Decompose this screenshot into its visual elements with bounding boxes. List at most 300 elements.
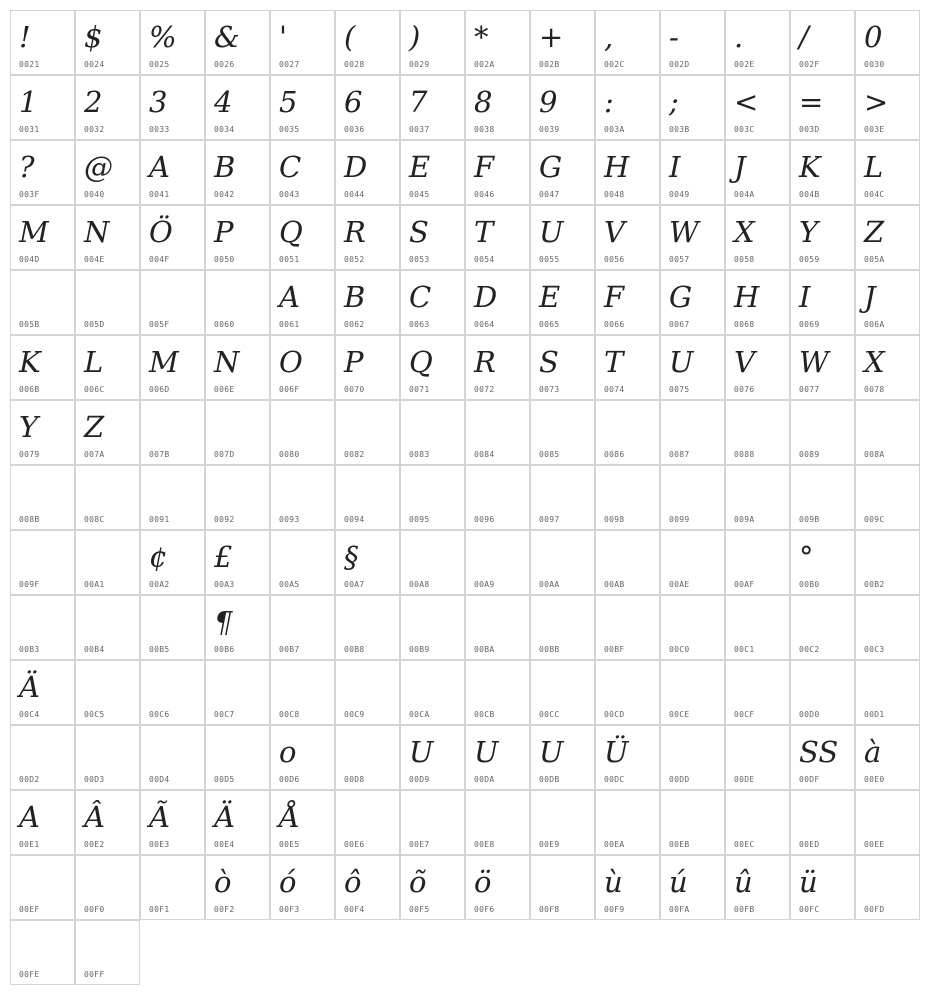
glyph-sample: SS: [799, 735, 839, 769]
codepoint-label: 00F8: [539, 905, 560, 914]
glyph-cell: [270, 400, 335, 465]
glyph-cell: [10, 75, 75, 140]
codepoint-label: 00A1: [84, 580, 105, 589]
glyph-cell: [140, 725, 205, 790]
glyph-sample: C: [279, 150, 302, 184]
glyph-sample: S: [539, 345, 559, 379]
codepoint-label: 00DC: [604, 775, 625, 784]
codepoint-label: 0077: [799, 385, 820, 394]
glyph-cell: [660, 725, 725, 790]
glyph-sample: Q: [409, 345, 433, 379]
glyph-sample: 6: [344, 85, 363, 119]
glyph-cell: [75, 75, 140, 140]
glyph-cell: [10, 400, 75, 465]
glyph-cell: [790, 660, 855, 725]
codepoint-label: 00E8: [474, 840, 495, 849]
codepoint-label: 003D: [799, 125, 820, 134]
glyph-cell: [790, 335, 855, 400]
glyph-sample: 4: [214, 85, 233, 119]
glyph-sample: (: [344, 20, 356, 54]
glyph-sample: U: [474, 735, 499, 769]
codepoint-label: 0036: [344, 125, 365, 134]
glyph-cell: [725, 140, 790, 205]
glyph-cell: [10, 790, 75, 855]
codepoint-label: 0064: [474, 320, 495, 329]
codepoint-label: 002C: [604, 60, 625, 69]
glyph-cell: [75, 725, 140, 790]
codepoint-label: 005A: [864, 255, 885, 264]
codepoint-label: 0093: [279, 515, 300, 524]
glyph-cell: [790, 10, 855, 75]
glyph-cell: [75, 465, 140, 530]
glyph-cell: [725, 400, 790, 465]
glyph-cell: [725, 465, 790, 530]
codepoint-label: 00B7: [279, 645, 300, 654]
glyph-cell: [10, 530, 75, 595]
codepoint-label: 00DD: [669, 775, 690, 784]
codepoint-label: 00EB: [669, 840, 690, 849]
codepoint-label: 0041: [149, 190, 170, 199]
codepoint-label: 0051: [279, 255, 300, 264]
glyph-cell: [400, 790, 465, 855]
glyph-sample: G: [539, 150, 563, 184]
glyph-cell: [400, 205, 465, 270]
glyph-cell: [400, 855, 465, 920]
glyph-cell: [660, 790, 725, 855]
glyph-sample: Ö: [149, 215, 173, 249]
glyph-cell: [10, 335, 75, 400]
glyph-cell: [335, 400, 400, 465]
codepoint-label: 002F: [799, 60, 820, 69]
glyph-sample: F: [474, 150, 495, 184]
codepoint-label: 009B: [799, 515, 820, 524]
codepoint-label: 0038: [474, 125, 495, 134]
glyph-cell: [205, 465, 270, 530]
glyph-cell: [75, 855, 140, 920]
glyph-cell: [205, 725, 270, 790]
glyph-cell: [790, 205, 855, 270]
glyph-sample: >: [864, 85, 889, 119]
codepoint-label: 00F5: [409, 905, 430, 914]
glyph-sample: ): [409, 20, 421, 54]
glyph-cell: [205, 205, 270, 270]
codepoint-label: 0063: [409, 320, 430, 329]
codepoint-label: 008C: [84, 515, 105, 524]
glyph-cell: [140, 270, 205, 335]
codepoint-label: 0055: [539, 255, 560, 264]
glyph-sample: ò: [214, 865, 232, 899]
glyph-cell: [595, 335, 660, 400]
glyph-sample: ü: [799, 865, 818, 899]
glyph-sample: /: [799, 20, 809, 54]
glyph-cell: [790, 270, 855, 335]
glyph-sample: Y: [799, 215, 819, 249]
glyph-cell: [10, 10, 75, 75]
codepoint-label: 0085: [539, 450, 560, 459]
glyph-sample: D: [474, 280, 498, 314]
codepoint-label: 0065: [539, 320, 560, 329]
glyph-cell: [465, 790, 530, 855]
codepoint-label: 006A: [864, 320, 885, 329]
glyph-cell: [595, 855, 660, 920]
glyph-cell: [790, 465, 855, 530]
codepoint-label: 0075: [669, 385, 690, 394]
glyph-cell: [400, 140, 465, 205]
glyph-cell: [465, 725, 530, 790]
codepoint-label: 0083: [409, 450, 430, 459]
glyph-sample: Å: [279, 800, 300, 834]
codepoint-label: 0059: [799, 255, 820, 264]
codepoint-label: 00ED: [799, 840, 820, 849]
codepoint-label: 004C: [864, 190, 885, 199]
codepoint-label: 007B: [149, 450, 170, 459]
glyph-sample: E: [539, 280, 561, 314]
codepoint-label: 00D1: [864, 710, 885, 719]
glyph-sample: E: [409, 150, 431, 184]
codepoint-label: 00CE: [669, 710, 690, 719]
codepoint-label: 0028: [344, 60, 365, 69]
codepoint-label: 004B: [799, 190, 820, 199]
glyph-sample: û: [734, 865, 753, 899]
codepoint-label: 0030: [864, 60, 885, 69]
glyph-sample: õ: [409, 865, 427, 899]
glyph-cell: [335, 465, 400, 530]
glyph-sample: B: [344, 280, 366, 314]
glyph-cell: [595, 530, 660, 595]
codepoint-label: 0071: [409, 385, 430, 394]
glyph-cell: [270, 10, 335, 75]
codepoint-label: 0045: [409, 190, 430, 199]
glyph-cell: [335, 10, 400, 75]
codepoint-label: 005F: [149, 320, 170, 329]
glyph-cell: [790, 400, 855, 465]
glyph-sample: C: [409, 280, 432, 314]
glyph-sample: X: [734, 215, 755, 249]
codepoint-label: 0087: [669, 450, 690, 459]
codepoint-label: 00F1: [149, 905, 170, 914]
glyph-cell: [140, 205, 205, 270]
glyph-sample: 2: [84, 85, 103, 119]
glyph-sample: F: [604, 280, 625, 314]
glyph-cell: [465, 75, 530, 140]
glyph-sample: $: [84, 20, 103, 54]
codepoint-label: 00CA: [409, 710, 430, 719]
glyph-sample: M: [149, 345, 179, 379]
glyph-cell: [660, 660, 725, 725]
codepoint-label: 00CB: [474, 710, 495, 719]
codepoint-label: 00DE: [734, 775, 755, 784]
glyph-cell: [530, 530, 595, 595]
codepoint-label: 0029: [409, 60, 430, 69]
glyph-cell: [75, 10, 140, 75]
glyph-sample: R: [344, 215, 366, 249]
codepoint-label: 00AB: [604, 580, 625, 589]
codepoint-label: 009A: [734, 515, 755, 524]
glyph-cell: [335, 530, 400, 595]
codepoint-label: 0076: [734, 385, 755, 394]
glyph-cell: [10, 140, 75, 205]
glyph-cell: [75, 140, 140, 205]
glyph-cell: [530, 270, 595, 335]
codepoint-label: 003C: [734, 125, 755, 134]
glyph-cell: [725, 790, 790, 855]
codepoint-label: 009C: [864, 515, 885, 524]
codepoint-label: 006B: [19, 385, 40, 394]
glyph-cell: [400, 725, 465, 790]
glyph-cell: [205, 10, 270, 75]
glyph-cell: [335, 855, 400, 920]
codepoint-label: 0024: [84, 60, 105, 69]
glyph-cell: [270, 140, 335, 205]
glyph-sample: B: [214, 150, 236, 184]
glyph-cell: [335, 205, 400, 270]
glyph-sample: £: [214, 540, 233, 574]
codepoint-label: 0066: [604, 320, 625, 329]
glyph-cell: [595, 465, 660, 530]
codepoint-label: 004A: [734, 190, 755, 199]
glyph-sample: Â: [84, 800, 105, 834]
glyph-sample: N: [84, 215, 110, 249]
glyph-cell: [10, 465, 75, 530]
codepoint-label: 0098: [604, 515, 625, 524]
glyph-sample: ': [279, 20, 287, 54]
glyph-cell: [335, 270, 400, 335]
glyph-cell: [790, 75, 855, 140]
glyph-cell: [400, 530, 465, 595]
codepoint-label: 00C3: [864, 645, 885, 654]
codepoint-label: 00A7: [344, 580, 365, 589]
codepoint-label: 0094: [344, 515, 365, 524]
glyph-cell: [725, 205, 790, 270]
codepoint-label: 0054: [474, 255, 495, 264]
glyph-cell: [465, 660, 530, 725]
codepoint-label: 00E3: [149, 840, 170, 849]
codepoint-label: 00D2: [19, 775, 40, 784]
glyph-cell: [725, 10, 790, 75]
codepoint-label: 00B4: [84, 645, 105, 654]
codepoint-label: 0027: [279, 60, 300, 69]
glyph-sample: Z: [864, 215, 885, 249]
codepoint-label: 00C1: [734, 645, 755, 654]
codepoint-label: 002B: [539, 60, 560, 69]
glyph-cell: [855, 595, 920, 660]
codepoint-label: 00DF: [799, 775, 820, 784]
codepoint-label: 00BF: [604, 645, 625, 654]
codepoint-label: 00BA: [474, 645, 495, 654]
glyph-sample: .: [734, 20, 744, 54]
glyph-cell: [140, 660, 205, 725]
codepoint-label: 00C7: [214, 710, 235, 719]
glyph-cell: [855, 855, 920, 920]
glyph-cell: [400, 270, 465, 335]
glyph-cell: [270, 530, 335, 595]
glyph-sample: ¢: [149, 540, 168, 574]
codepoint-label: 006F: [279, 385, 300, 394]
glyph-cell: [10, 270, 75, 335]
glyph-sample: D: [344, 150, 368, 184]
codepoint-label: 0025: [149, 60, 170, 69]
glyph-cell: [660, 270, 725, 335]
codepoint-label: 0099: [669, 515, 690, 524]
codepoint-label: 00CD: [604, 710, 625, 719]
glyph-cell: [205, 595, 270, 660]
glyph-cell: [75, 335, 140, 400]
glyph-sample: §: [344, 540, 359, 574]
codepoint-label: 0089: [799, 450, 820, 459]
glyph-sample: A: [279, 280, 300, 314]
codepoint-label: 00C9: [344, 710, 365, 719]
codepoint-label: 0056: [604, 255, 625, 264]
glyph-sample: ô: [344, 865, 362, 899]
glyph-cell: [140, 790, 205, 855]
codepoint-label: 00FE: [19, 970, 40, 979]
glyph-cell: [465, 595, 530, 660]
glyph-cell: [75, 270, 140, 335]
codepoint-label: 00DA: [474, 775, 495, 784]
glyph-cell: [725, 855, 790, 920]
glyph-cell: [660, 855, 725, 920]
codepoint-label: 0031: [19, 125, 40, 134]
codepoint-label: 0042: [214, 190, 235, 199]
codepoint-label: 00E9: [539, 840, 560, 849]
codepoint-label: 00FF: [84, 970, 105, 979]
glyph-cell: [400, 660, 465, 725]
glyph-cell: [75, 530, 140, 595]
codepoint-label: 0044: [344, 190, 365, 199]
glyph-sample: 0: [864, 20, 883, 54]
glyph-cell: [855, 75, 920, 140]
glyph-cell: [140, 595, 205, 660]
codepoint-label: 0095: [409, 515, 430, 524]
glyph-cell: [10, 660, 75, 725]
codepoint-label: 004E: [84, 255, 105, 264]
glyph-cell: [75, 400, 140, 465]
codepoint-label: 0068: [734, 320, 755, 329]
glyph-cell: [660, 75, 725, 140]
codepoint-label: 0072: [474, 385, 495, 394]
codepoint-label: 002D: [669, 60, 690, 69]
codepoint-label: 006D: [149, 385, 170, 394]
glyph-cell: [530, 205, 595, 270]
codepoint-label: 006C: [84, 385, 105, 394]
glyph-cell: [660, 465, 725, 530]
glyph-cell: [595, 660, 660, 725]
codepoint-label: 0074: [604, 385, 625, 394]
glyph-cell: [270, 270, 335, 335]
glyph-cell: [270, 75, 335, 140]
glyph-cell: [855, 335, 920, 400]
glyph-cell: [335, 335, 400, 400]
codepoint-label: 004D: [19, 255, 40, 264]
glyph-sample: %: [149, 20, 177, 54]
codepoint-label: 0061: [279, 320, 300, 329]
glyph-sample: V: [604, 215, 625, 249]
codepoint-label: 00D6: [279, 775, 300, 784]
codepoint-label: 0040: [84, 190, 105, 199]
codepoint-label: 002E: [734, 60, 755, 69]
glyph-sample: I: [799, 280, 811, 314]
codepoint-label: 00E2: [84, 840, 105, 849]
glyph-sample: 3: [149, 85, 168, 119]
glyph-cell: [725, 725, 790, 790]
glyph-sample: P: [344, 345, 364, 379]
codepoint-label: 008B: [19, 515, 40, 524]
glyph-cell: [75, 920, 140, 985]
glyph-sample: Q: [279, 215, 303, 249]
glyph-cell: [270, 465, 335, 530]
glyph-cell: [530, 660, 595, 725]
codepoint-label: 00B2: [864, 580, 885, 589]
codepoint-label: 002A: [474, 60, 495, 69]
glyph-sample: o: [279, 735, 297, 769]
glyph-cell: [595, 10, 660, 75]
glyph-cell: [595, 75, 660, 140]
glyph-sample: ú: [669, 865, 688, 899]
glyph-cell: [140, 335, 205, 400]
glyph-sample: à: [864, 735, 882, 769]
glyph-cell: [725, 660, 790, 725]
glyph-sample: Ü: [604, 735, 629, 769]
codepoint-label: 00CC: [539, 710, 560, 719]
glyph-cell: [790, 725, 855, 790]
codepoint-label: 00FB: [734, 905, 755, 914]
glyph-cell: [465, 205, 530, 270]
glyph-sample: G: [669, 280, 693, 314]
glyph-cell: [660, 205, 725, 270]
codepoint-label: 00E7: [409, 840, 430, 849]
codepoint-label: 0091: [149, 515, 170, 524]
codepoint-label: 0058: [734, 255, 755, 264]
glyph-cell: [270, 335, 335, 400]
glyph-cell: [530, 790, 595, 855]
codepoint-label: 00BB: [539, 645, 560, 654]
codepoint-label: 00AE: [669, 580, 690, 589]
glyph-cell: [530, 465, 595, 530]
codepoint-label: 0057: [669, 255, 690, 264]
glyph-cell: [205, 855, 270, 920]
glyph-cell: [205, 75, 270, 140]
glyph-cell: [465, 10, 530, 75]
glyph-sample: ù: [604, 865, 623, 899]
codepoint-label: 0047: [539, 190, 560, 199]
glyph-sample: Ä: [214, 800, 235, 834]
glyph-cell: [270, 725, 335, 790]
codepoint-label: 00E4: [214, 840, 235, 849]
glyph-cell: [660, 400, 725, 465]
codepoint-label: 0062: [344, 320, 365, 329]
glyph-cell: [270, 595, 335, 660]
glyph-sample: Ã: [149, 800, 170, 834]
glyph-sample: Z: [84, 410, 105, 444]
glyph-sample: P: [214, 215, 234, 249]
codepoint-label: 0021: [19, 60, 40, 69]
glyph-cell: [75, 790, 140, 855]
codepoint-label: 00AF: [734, 580, 755, 589]
codepoint-label: 00EC: [734, 840, 755, 849]
codepoint-label: 00B5: [149, 645, 170, 654]
glyph-cell: [400, 465, 465, 530]
glyph-cell: [465, 270, 530, 335]
glyph-cell: [335, 790, 400, 855]
codepoint-label: 00E6: [344, 840, 365, 849]
glyph-cell: [855, 10, 920, 75]
codepoint-label: 00A5: [279, 580, 300, 589]
codepoint-label: 0082: [344, 450, 365, 459]
glyph-cell: [140, 140, 205, 205]
codepoint-label: 00F2: [214, 905, 235, 914]
codepoint-label: 0096: [474, 515, 495, 524]
codepoint-label: 00DB: [539, 775, 560, 784]
